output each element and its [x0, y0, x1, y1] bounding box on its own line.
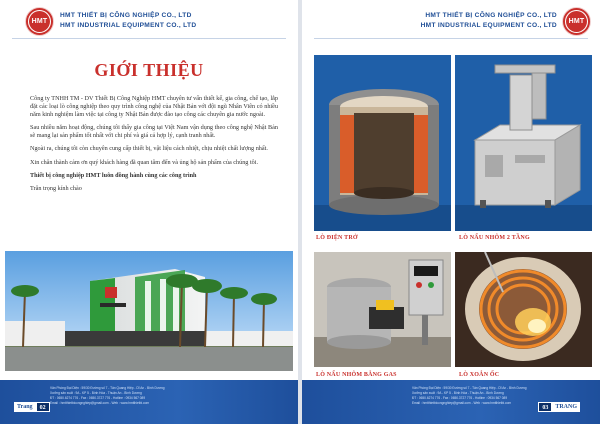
logo-text: HMT [566, 11, 587, 32]
page-number-value: 02 [36, 402, 50, 412]
footer [0, 380, 298, 424]
caption-aluminum-furnace-2-tier: LÒ NẤU NHÔM 2 TẦNG [459, 235, 530, 241]
header-divider [314, 38, 588, 39]
company-logo [563, 8, 590, 35]
intro-paragraph-4: Xin chân thành cảm ơn quý khách hàng đã quan tâm đến và ủng hộ sản phẩm của chúng tôi. [30, 158, 259, 166]
company-name [421, 11, 557, 31]
company-name-vi: HMT THIẾT BỊ CÔNG NGHIỆP CO., LTD [425, 12, 557, 19]
header [26, 6, 196, 36]
footer-line-1: Văn Phòng Đại Diện : 59/30 Đường số 7 - Tân Quang Hiệp - Dĩ An - Bình Dương [412, 386, 527, 390]
page-number-label: TRANG [552, 402, 580, 412]
footer-line-4: Email : hmtthietbicongnghiep@gmail.com - Web : www.hmtthietbi.com [50, 401, 150, 405]
factory-photo [5, 251, 293, 371]
logo-text: HMT [29, 11, 50, 32]
page-title: GIỚI THIỆU [94, 60, 204, 80]
page-number-value: 03 [538, 402, 552, 412]
page-number [538, 402, 580, 412]
closing: Trân trọng kính chào [30, 184, 82, 192]
left-page [0, 0, 298, 424]
product-photo-gas-aluminum-furnace [314, 252, 451, 367]
intro-paragraph-2: Sau nhiều năm hoạt động, chúng tôi thấy gia công tại Việt Nam vận dụng theo công nghệ Nhật Bản sẽ mang lại sản phẩm tốt nhất với chi phí và giá cả hợp lý, cạnh tranh nhất. [30, 124, 278, 140]
footer-line-2: Xưởng sản xuất : 9A - KP 5 - Bình Hòa - Thuận An - Bình Dương [412, 391, 504, 395]
product-photo-spiral-furnace [455, 252, 592, 367]
caption-spiral-furnace: LÒ XOẮN ỐC [459, 372, 500, 378]
intro-paragraph-1: Công ty TNHH TM - DV Thiết Bị Công Nghiệp HMT chuyên tư vấn thiết kế, gia công, chế tạo, lắp đặt các loại lò công nghiệp theo quy trình công nghệ của Nhật Bản với đội ngũ Nhân Viên có nhiều năm kinh nghiệm làm việc tại công ty Nhật Bản được đào tạo công các chuyên gia nước ngoài. [30, 95, 278, 119]
header [421, 6, 590, 36]
footer-line-2: Xưởng sản xuất : 9A - KP 5 - Bình Hòa - Thuận An - Bình Dương [50, 391, 142, 395]
footer-line-3: ĐT : 0650.6274 776 - Fax : 0650.3727 776 - Hotline : 0934 567 089 [50, 396, 146, 400]
header-divider [12, 38, 286, 39]
footer [302, 380, 600, 424]
company-logo [26, 8, 53, 35]
intro-body [30, 95, 278, 198]
product-photo-resistance-furnace [314, 55, 451, 231]
footer-line-1: Văn Phòng Đại Diện : 59/30 Đường số 7 - Tân Quang Hiệp - Dĩ An - Bình Dương [50, 386, 165, 390]
product-photo-aluminum-furnace-2-tier [455, 55, 592, 231]
footer-contact [50, 386, 230, 406]
slogan: Thiết bị công nghiệp HMT luôn đồng hành cùng các công trình [30, 171, 197, 179]
company-name-en: HMT INDUSTRIAL EQUIPMENT CO., LTD [60, 22, 197, 29]
company-name-vi: HMT THIẾT BỊ CÔNG NGHIỆP CO., LTD [60, 12, 192, 19]
page-number [14, 402, 50, 412]
company-name-en: HMT INDUSTRIAL EQUIPMENT CO., LTD [420, 22, 557, 29]
intro-paragraph-3: Ngoài ra, chúng tôi còn chuyên cung cấp thiết bị, vật liệu cách nhiệt, chịu nhiệt chất lượng nhất. [30, 145, 268, 153]
caption-gas-aluminum-furnace: LÒ NẤU NHÔM BẰNG GAS [316, 372, 397, 378]
right-page [302, 0, 600, 424]
footer-line-4: Email : hmtthietbicongnghiep@gmail.com - Web : www.hmtthietbi.com [412, 401, 512, 405]
caption-resistance-furnace: LÒ ĐIỆN TRỞ [316, 235, 358, 241]
page-number-label: Trang [14, 402, 36, 412]
company-name [60, 11, 196, 31]
footer-line-3: ĐT : 0650.6274 776 - Fax : 0650.3727 776 - Hotline : 0934 567 089 [412, 396, 508, 400]
